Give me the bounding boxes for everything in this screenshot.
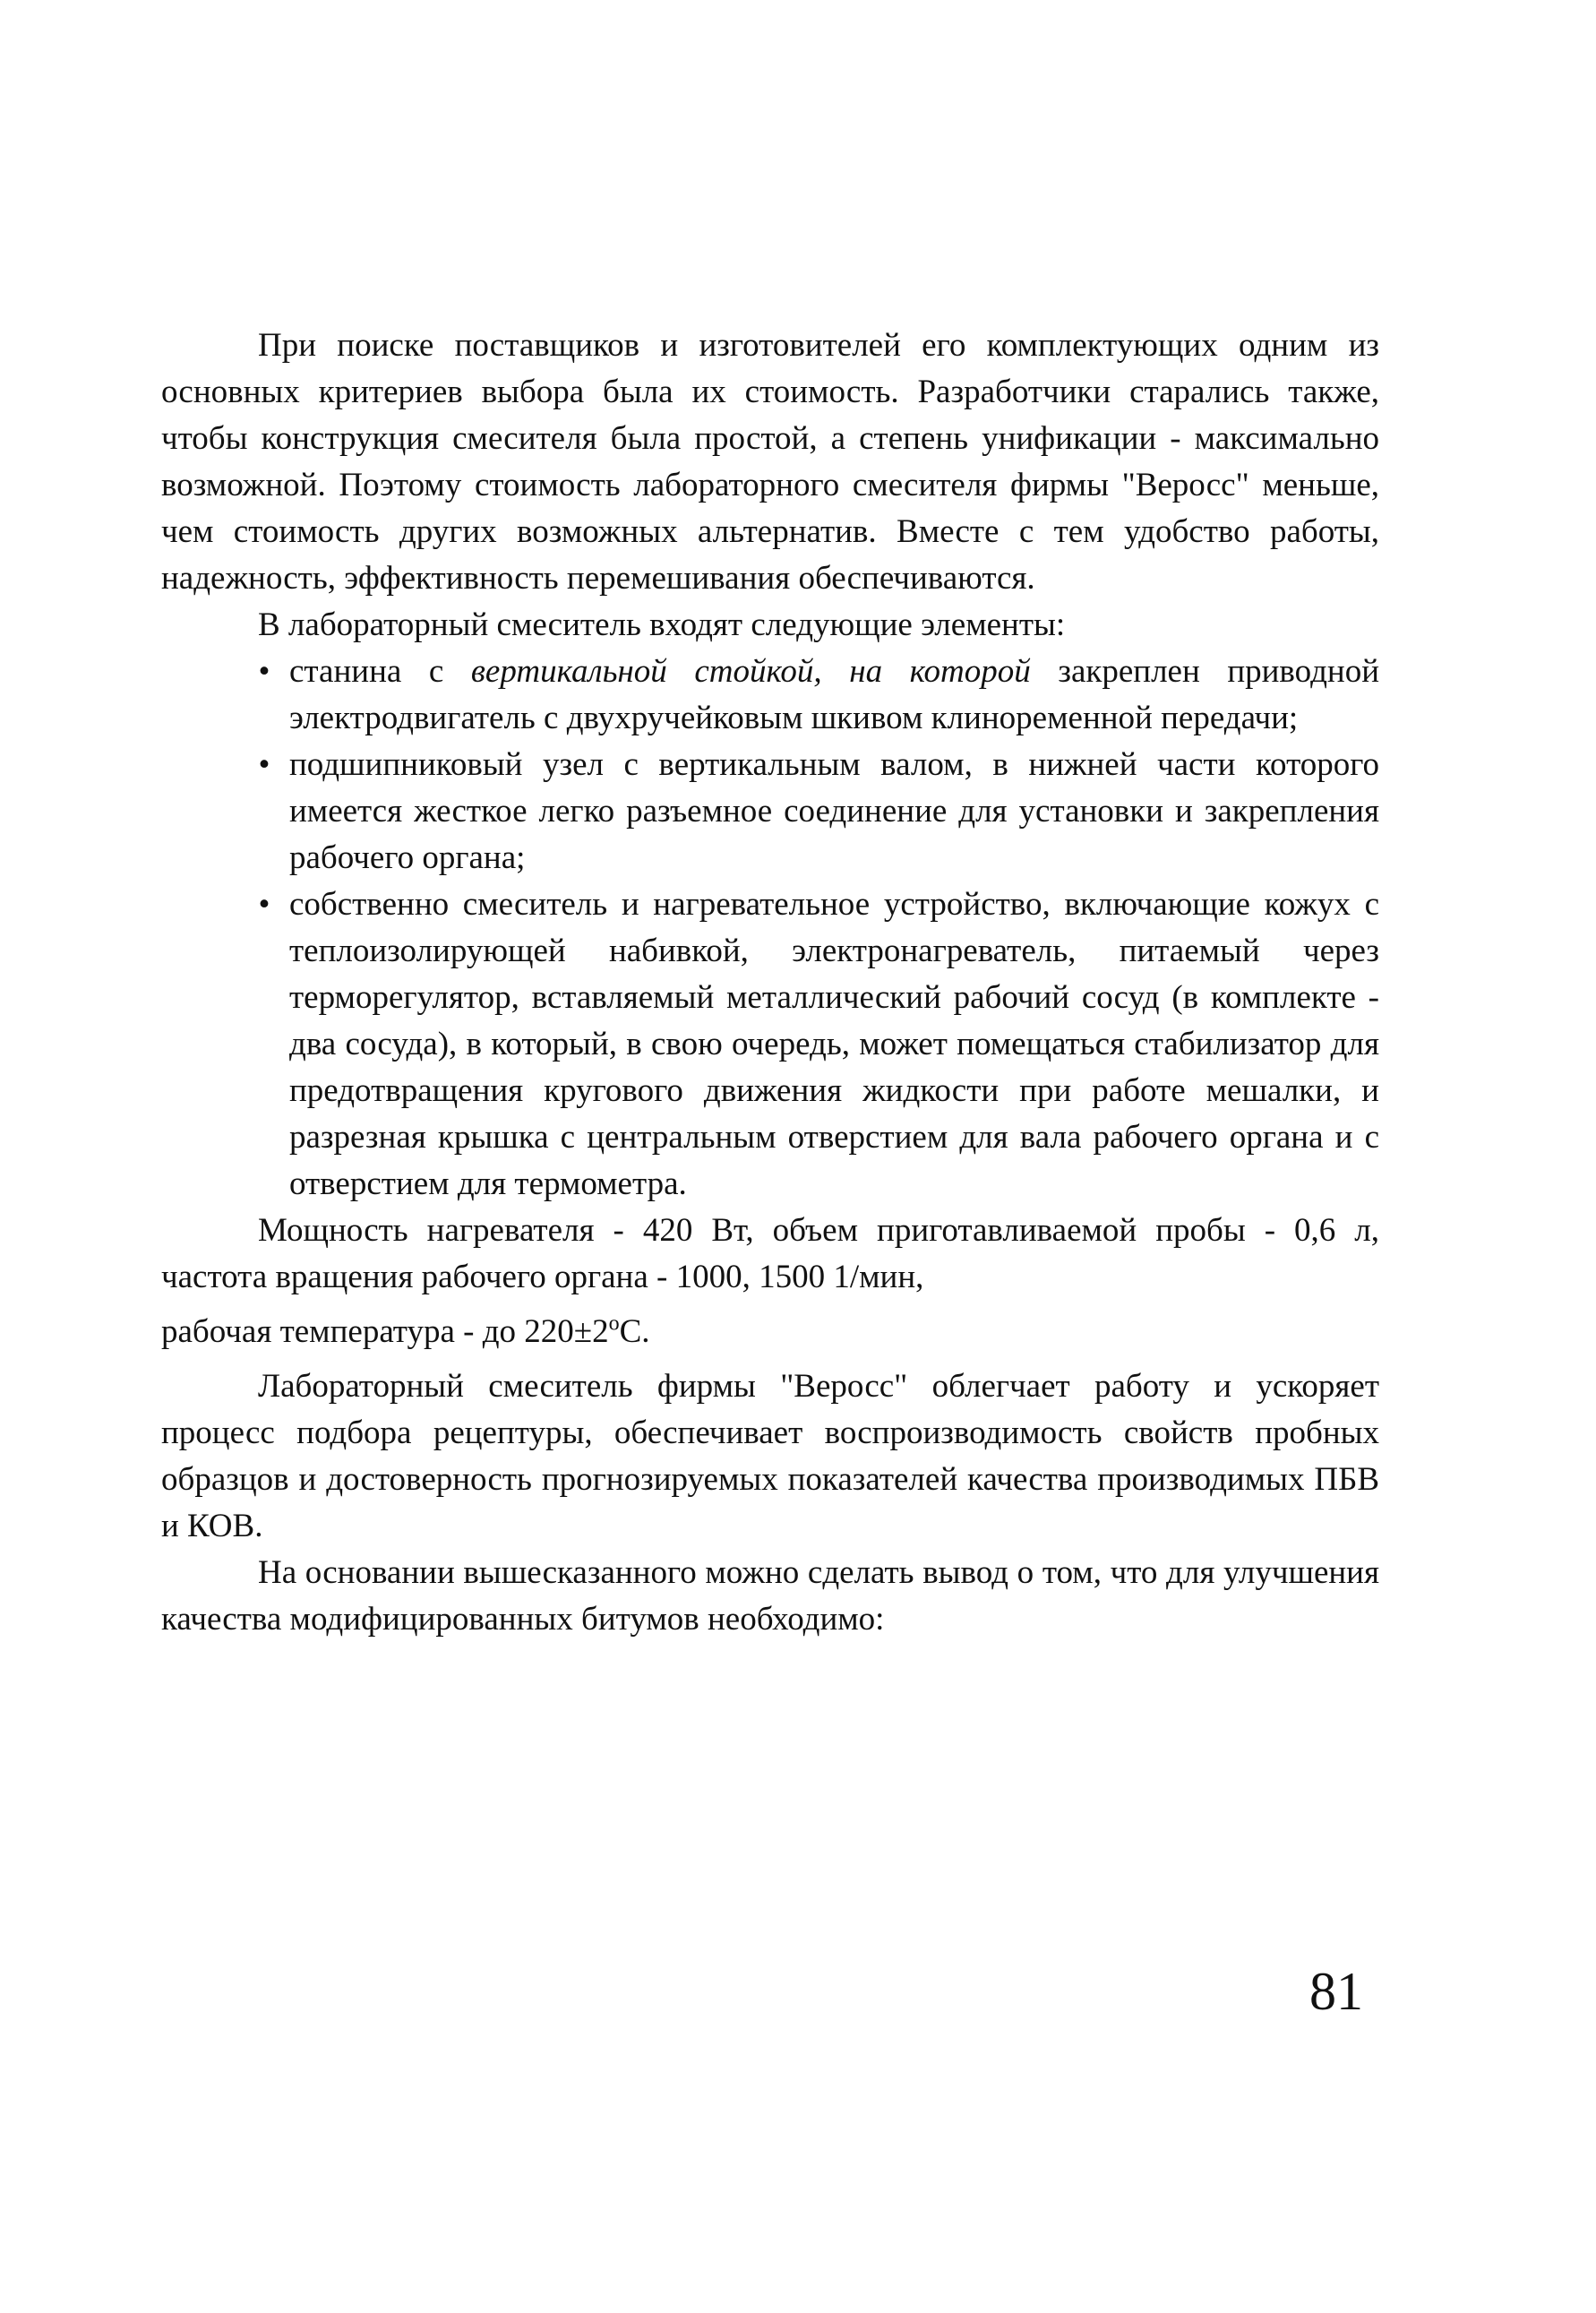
paragraph-specs-temperature <box>161 1301 1379 1363</box>
bullet-text: закреплен приводной электродвигатель с двухручейковым шкивом клиноременной передачи; <box>289 653 1380 736</box>
bullet-text: станина с <box>289 653 471 690</box>
specs-line: Мощность нагревателя - 420 Вт, объем приготавливаемой пробы - 0,6 л, частота вращения рабочего органа - 1000, 1500 1/мин, <box>161 1212 1379 1295</box>
page-body <box>161 322 1379 1643</box>
bullet-text: подшипниковый узел с вертикальным валом, в нижней части которого имеется жесткое легко разъемное соединение для установки и закрепления рабочего органа; <box>289 746 1379 876</box>
page-number: 81 <box>1309 1962 1363 2021</box>
bullet-icon: • <box>258 653 270 690</box>
paragraph-specs <box>161 1208 1379 1301</box>
paragraph-elements-intro: В лабораторный смеситель входят следующие элементы: <box>258 606 1066 643</box>
paragraph-conclusion: На основании вышесказанного можно сделать вывод о том, что для улучшения качества модифицированных битумов необходимо: <box>161 1554 1379 1638</box>
list-item <box>161 881 1379 1208</box>
temperature-text: рабочая температура - до 220±2 <box>161 1313 609 1350</box>
list-item <box>161 649 1379 742</box>
temperature-unit: С. <box>619 1313 650 1350</box>
bullet-icon: • <box>258 746 270 783</box>
paragraph-benefits: Лабораторный смеситель фирмы "Веросс" облегчает работу и ускоряет процесс подбора рецептуры, обеспечивает воспроизводимость свойств пробных образцов и достоверность прогнозируемых показателей качества производимых ПБВ и КОВ. <box>161 1368 1379 1544</box>
elements-list <box>161 649 1379 1208</box>
bullet-text: собственно смеситель и нагревательное устройство, включающие кожух с теплоизолирующей набивкой, электронагреватель, питаемый через терморегулятор, вставляемый металлический рабочий сосуд (в комплекте - два сосуда), в который, в свою очередь, может помещаться стабилизатор для предотвращения кругового движения жидкости при работе мешалки, и разрезная крышка с центральным отверстием для вала рабочего органа и с отверстием для термометра. <box>289 886 1379 1202</box>
degree-sign: o <box>608 1311 620 1336</box>
bullet-icon: • <box>258 886 270 923</box>
bullet-text-italic: вертикальной стойкой, на которой <box>470 653 1031 690</box>
list-item <box>161 742 1379 881</box>
paragraph-suppliers: При поиске поставщиков и изготовителей его комплектующих одним из основных критериев выбора была их стоимость. Разработчики старались также, чтобы конструкция смесителя была простой, а степень унификации - максимально возможной. Поэтому стоимость лабораторного смесителя фирмы "Веросс" меньше, чем стоимость других возможных альтернатив. Вместе с тем удобство работы, надежность, эффективность перемешивания обеспечиваются. <box>161 327 1379 597</box>
